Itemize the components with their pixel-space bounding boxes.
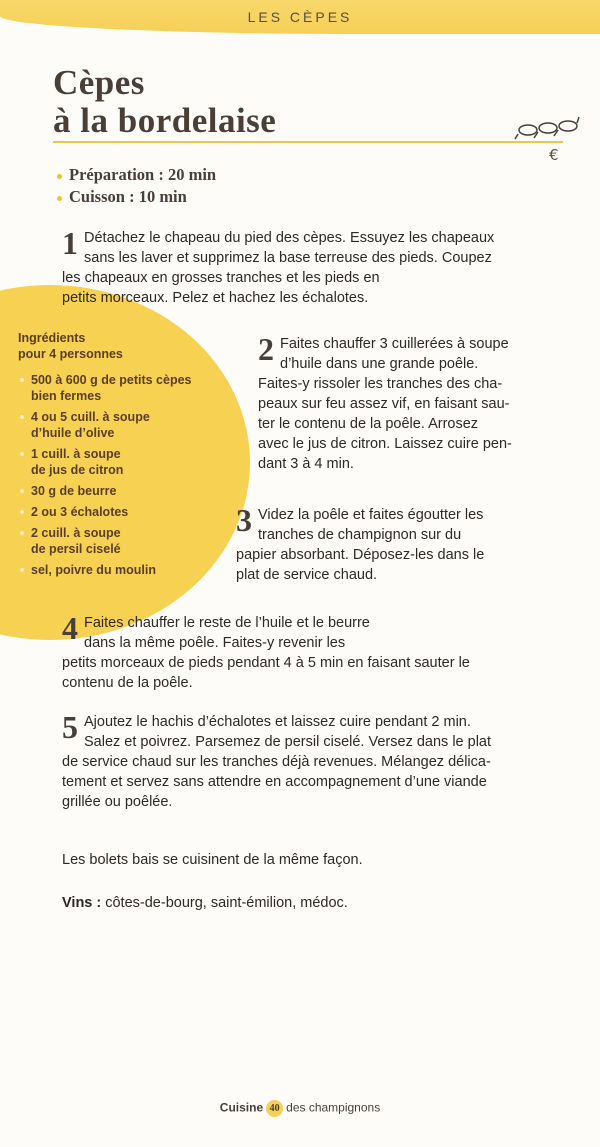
step-line: de service chaud sur les tranches déjà revenues. Mélangez délica- (62, 754, 491, 770)
step-line: Faites chauffer 3 cuillerées à soupe (280, 336, 509, 352)
note-text: Les bolets bais se cuisinent de la même façon. (62, 852, 363, 868)
step-line: ter le contenu de la poêle. Arrosez (258, 416, 479, 432)
prep-time-row (57, 164, 216, 186)
step-number: 1 (62, 225, 78, 261)
bullet-icon (57, 196, 62, 201)
bullet-icon (57, 174, 62, 179)
ingredients-heading (18, 330, 238, 362)
ingredient-item (18, 446, 238, 478)
step-line: sans les laver et supprimez la base terreuse des pieds. Coupez (84, 250, 492, 266)
bullet-icon (20, 452, 24, 456)
page-footer (0, 1100, 600, 1117)
step-line: dant 3 à 4 min. (258, 456, 354, 472)
bullet-icon (20, 568, 24, 572)
step-number: 3 (236, 502, 252, 538)
step-line: Faites-y rissoler les tranches des cha- (258, 376, 503, 392)
footer-brand: Cuisine (219, 1100, 264, 1115)
step-line: Salez et poivrez. Parsemez de persil ciselé. Versez dans le plat (84, 734, 492, 750)
step-number: 5 (62, 709, 78, 745)
recipe-title (53, 64, 276, 140)
ingredient-line: 2 cuill. à soupe (31, 526, 121, 540)
step-line: Faites chauffer le reste de l’huile et le beurre (84, 615, 370, 631)
step-line: tement et servez sans attendre en accompagnement d’une viande (62, 774, 487, 790)
ingredient-line: d’huile d’olive (31, 426, 115, 440)
step-line: avec le jus de citron. Laissez cuire pen- (258, 436, 512, 452)
step-line: Détachez le chapeau du pied des cèpes. Essuyez les chapeaux (84, 230, 495, 246)
ingredient-item (18, 504, 238, 520)
ingredient-line: de persil ciselé (31, 542, 121, 556)
title-underline (53, 141, 563, 143)
title-line-2: à la bordelaise (53, 101, 277, 140)
step-line: tranches de champignon sur du (258, 527, 462, 543)
step-line: d’huile dans une grande poêle. (280, 356, 479, 372)
ingredient-line: 500 à 600 g de petits cèpes (31, 373, 192, 387)
step-4 (62, 610, 572, 693)
step-line: petits morceaux de pieds pendant 4 à 5 min en faisant sauter le (62, 655, 470, 671)
ingredients-heading-line-1: Ingrédients (18, 331, 86, 345)
ingredient-line: bien fermes (31, 389, 102, 403)
cook-time-row (57, 186, 216, 208)
wines-line (62, 893, 572, 913)
ingredient-line: 30 g de beurre (31, 484, 117, 498)
ingredient-line: de jus de citron (31, 463, 124, 477)
step-line: Videz la poêle et faites égoutter les (258, 507, 484, 523)
recipe-meta (57, 164, 216, 208)
step-line: peaux sur feu assez vif, en faisant sau- (258, 396, 510, 412)
footer-title: des champignons (286, 1100, 381, 1115)
step-number: 4 (62, 610, 78, 646)
ingredient-item (18, 525, 238, 557)
pans-icon (514, 112, 580, 142)
wines-text: côtes-de-bourg, saint-émilion, médoc. (101, 895, 348, 911)
prep-time: Préparation : 20 min (69, 165, 217, 184)
step-line: papier absorbant. Déposez-les dans le (236, 547, 485, 563)
section-header-band (0, 0, 600, 34)
page-number: 40 (266, 1100, 283, 1117)
euro-icon: € (549, 146, 559, 164)
ingredients-heading-line-2: pour 4 personnes (18, 347, 123, 361)
ingredients-box (18, 330, 238, 583)
step-line: Ajoutez le hachis d’échalotes et laissez cuire pendant 2 min. (84, 714, 471, 730)
step-line: plat de service chaud. (236, 567, 378, 583)
section-label: LES CÈPES (247, 9, 353, 25)
step-5 (62, 709, 572, 812)
step-line: contenu de la poêle. (62, 675, 193, 691)
title-line-1: Cèpes (53, 63, 145, 102)
step-2 (258, 331, 570, 474)
step-3 (236, 502, 570, 585)
cook-time: Cuisson : 10 min (69, 187, 187, 206)
wines-label: Vins : (62, 895, 102, 911)
ingredient-item (18, 483, 238, 499)
ingredient-line: 4 ou 5 cuill. à soupe (31, 410, 150, 424)
bullet-icon (20, 489, 24, 493)
bullet-icon (20, 531, 24, 535)
ingredient-item (18, 409, 238, 441)
ingredient-line: 2 ou 3 échalotes (31, 505, 129, 519)
step-line: grillée ou poêlée. (62, 794, 173, 810)
ingredient-list (18, 372, 238, 578)
step-line: dans la même poêle. Faites-y revenir les (84, 635, 346, 651)
ingredient-item (18, 562, 238, 578)
step-1 (62, 225, 572, 308)
bullet-icon (20, 415, 24, 419)
step-line: les chapeaux en grosses tranches et les pieds en (62, 270, 380, 286)
step-number: 2 (258, 331, 274, 367)
step-line: petits morceaux. Pelez et hachez les échalotes. (62, 290, 369, 306)
ingredient-line: 1 cuill. à soupe (31, 447, 121, 461)
bullet-icon (20, 378, 24, 382)
ingredient-item (18, 372, 238, 404)
ingredient-line: sel, poivre du moulin (31, 563, 157, 577)
bullet-icon (20, 510, 24, 514)
